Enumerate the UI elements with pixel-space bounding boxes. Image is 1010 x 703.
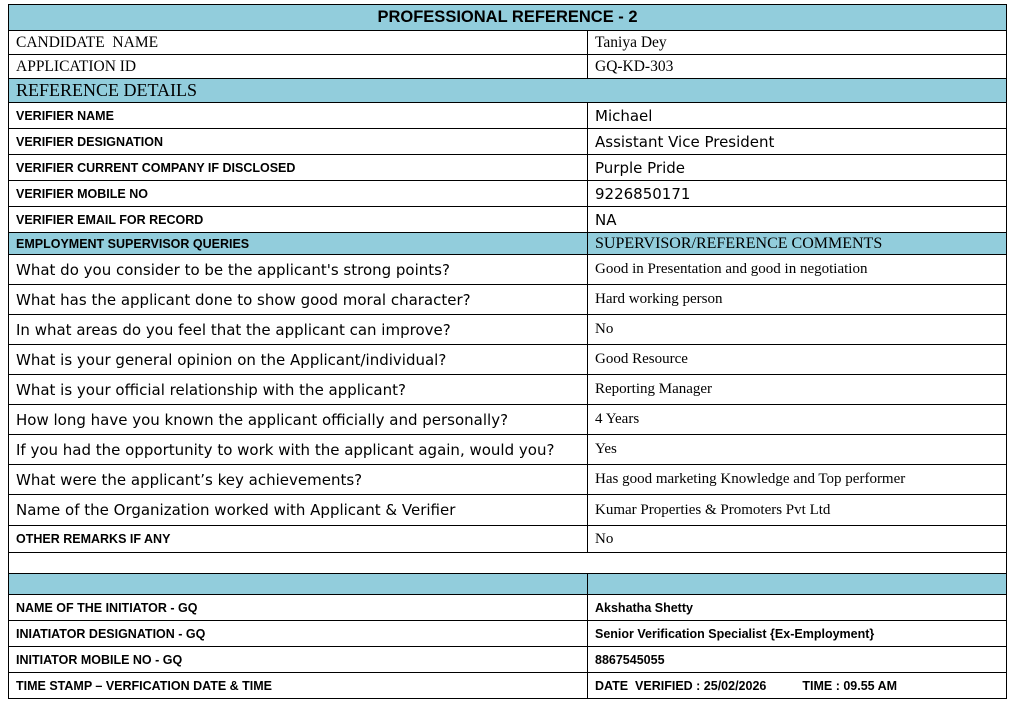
candidate-name-value: Taniya Dey	[588, 31, 1007, 55]
query-row	[9, 315, 1007, 345]
application-id-label: APPLICATION ID	[9, 55, 588, 79]
verifier-email-value: NA	[588, 207, 1007, 233]
verifier-row	[9, 181, 1007, 207]
initiator-row	[9, 621, 1007, 647]
timestamp-value	[588, 673, 1007, 699]
query-answer: Good in Presentation and good in negotiation	[588, 255, 1007, 285]
initiator-header-right	[588, 574, 1007, 595]
query-row	[9, 465, 1007, 495]
verifier-name-label: VERIFIER NAME	[9, 103, 588, 129]
reference-form-table	[8, 4, 1007, 699]
candidate-name-label: CANDIDATE NAME	[9, 31, 588, 55]
query-question: If you had the opportunity to work with the applicant again, would you?	[9, 435, 588, 465]
timestamp-label: TIME STAMP – VERFICATION DATE & TIME	[9, 673, 588, 699]
query-row	[9, 375, 1007, 405]
reference-details-header-row	[9, 79, 1007, 103]
form-title: PROFESSIONAL REFERENCE - 2	[9, 5, 1007, 31]
verifier-row	[9, 207, 1007, 233]
initiator-row	[9, 595, 1007, 621]
query-answer: No	[588, 315, 1007, 345]
other-remarks-value: No	[588, 526, 1007, 553]
title-row	[9, 5, 1007, 31]
application-id-row	[9, 55, 1007, 79]
query-row	[9, 345, 1007, 375]
verifier-row	[9, 103, 1007, 129]
query-question: What do you consider to be the applicant's strong points?	[9, 255, 588, 285]
query-answer: Hard working person	[588, 285, 1007, 315]
other-remarks-row	[9, 526, 1007, 553]
verifier-company-label: VERIFIER CURRENT COMPANY IF DISCLOSED	[9, 155, 588, 181]
query-row	[9, 255, 1007, 285]
query-answer: Has good marketing Knowledge and Top performer	[588, 465, 1007, 495]
initiator-header-row	[9, 574, 1007, 595]
query-question: What has the applicant done to show good moral character?	[9, 285, 588, 315]
initiator-header-left	[9, 574, 588, 595]
initiator-mobile-value: 8867545055	[588, 647, 1007, 673]
verifier-row	[9, 155, 1007, 181]
timestamp-row	[9, 673, 1007, 699]
verifier-name-value: Michael	[588, 103, 1007, 129]
query-row	[9, 435, 1007, 465]
reference-details-header: REFERENCE DETAILS	[9, 79, 1007, 103]
queries-header-left: EMPLOYMENT SUPERVISOR QUERIES	[9, 233, 588, 255]
query-answer: 4 Years	[588, 405, 1007, 435]
query-answer: Yes	[588, 435, 1007, 465]
query-question: What is your official relationship with the applicant?	[9, 375, 588, 405]
verifier-mobile-value: 9226850171	[588, 181, 1007, 207]
application-id-value: GQ-KD-303	[588, 55, 1007, 79]
initiator-mobile-label: INITIATOR MOBILE NO - GQ	[9, 647, 588, 673]
initiator-row	[9, 647, 1007, 673]
query-question: Name of the Organization worked with Applicant & Verifier	[9, 495, 588, 526]
verifier-row	[9, 129, 1007, 155]
query-answer: Good Resource	[588, 345, 1007, 375]
verifier-mobile-label: VERIFIER MOBILE NO	[9, 181, 588, 207]
verifier-designation-label: VERIFIER DESIGNATION	[9, 129, 588, 155]
query-row	[9, 405, 1007, 435]
query-row	[9, 285, 1007, 315]
query-answer: Kumar Properties & Promoters Pvt Ltd	[588, 495, 1007, 526]
verifier-designation-value: Assistant Vice President	[588, 129, 1007, 155]
initiator-name-label: NAME OF THE INITIATOR - GQ	[9, 595, 588, 621]
time-verified: TIME : 09.55 AM	[802, 678, 898, 693]
initiator-designation-value: Senior Verification Specialist {Ex-Employment}	[588, 621, 1007, 647]
query-answer: Reporting Manager	[588, 375, 1007, 405]
initiator-designation-label: INIATIATOR DESIGNATION - GQ	[9, 621, 588, 647]
query-row	[9, 495, 1007, 526]
query-question: What is your general opinion on the Applicant/individual?	[9, 345, 588, 375]
verifier-email-label: VERIFIER EMAIL FOR RECORD	[9, 207, 588, 233]
query-question: How long have you known the applicant officially and personally?	[9, 405, 588, 435]
date-verified: DATE VERIFIED : 25/02/2026	[595, 678, 767, 693]
other-remarks-label: OTHER REMARKS IF ANY	[9, 526, 588, 553]
query-question: What were the applicant’s key achievements?	[9, 465, 588, 495]
queries-header-row	[9, 233, 1007, 255]
blank-cell	[9, 553, 1007, 574]
blank-row	[9, 553, 1007, 574]
candidate-name-row	[9, 31, 1007, 55]
verifier-company-value: Purple Pride	[588, 155, 1007, 181]
query-question: In what areas do you feel that the applicant can improve?	[9, 315, 588, 345]
queries-header-right: SUPERVISOR/REFERENCE COMMENTS	[588, 233, 1007, 255]
initiator-name-value: Akshatha Shetty	[588, 595, 1007, 621]
